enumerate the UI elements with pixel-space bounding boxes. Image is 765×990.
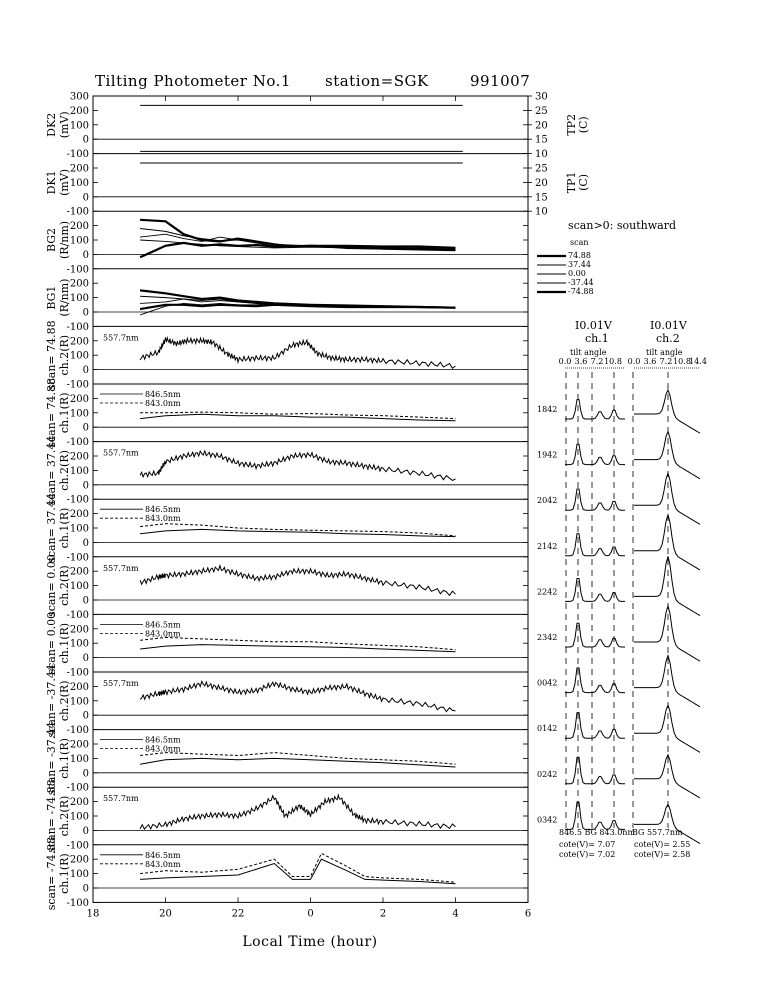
series-annotation: 843.0nm — [145, 859, 181, 869]
y-tick-label: 100 — [69, 811, 89, 823]
y-tick-label: 100 — [69, 638, 89, 650]
y-tick-label: 100 — [69, 120, 89, 132]
y-axis-label: ch.1(R) — [58, 853, 71, 894]
y-tick-label: -100 — [66, 552, 89, 564]
y-tick-label: 100 — [69, 869, 89, 881]
panel-10 — [45, 664, 528, 737]
ch1-tick-label: 3.6 — [574, 357, 588, 366]
ch1-tilt-label: tilt angle — [570, 348, 607, 357]
y-tick-label: 100 — [69, 235, 89, 247]
y-axis-label: (mV) — [58, 168, 71, 196]
legend-title: scan>0: southward — [568, 219, 676, 232]
y-axis-label: ch.2(R) — [58, 795, 71, 837]
series-line — [140, 758, 455, 767]
series-line — [140, 451, 455, 480]
y-axis-label: scan= 74.88 — [45, 377, 58, 448]
y-tick-label: 0 — [82, 480, 89, 492]
series-line — [140, 305, 455, 309]
ch1-sweep-trace — [565, 400, 625, 419]
y-tick-label: -100 — [66, 667, 89, 679]
y-axis-label: ch.1(R) — [58, 622, 71, 664]
y-tick-label: 0 — [82, 134, 89, 146]
panel-9 — [45, 609, 528, 679]
panel-8 — [45, 554, 528, 621]
tilt-sweep-panel — [537, 319, 707, 859]
station-label: station=SGK — [325, 72, 429, 90]
ch1-sweep-trace — [565, 623, 625, 647]
ch2-tilt-label: tilt angle — [646, 348, 683, 357]
y2-axis-label: (C) — [577, 173, 590, 191]
ch1-tick-label: 7.2 — [590, 357, 604, 366]
panel-2 — [45, 211, 528, 275]
ch1-label: ch.1 — [585, 332, 609, 345]
series-annotation: 846.5nm — [145, 505, 181, 515]
ch2-tick-label: 14.4 — [689, 357, 707, 366]
y-tick-label: 200 — [69, 336, 89, 348]
y-axis-label: DK1 — [45, 170, 58, 195]
y2-axis-label: TP1 — [565, 171, 578, 194]
x-tick-label: 0 — [307, 908, 314, 920]
y-axis-label: scan= 74.88 — [45, 320, 58, 391]
sweep-time-label: 0042 — [537, 678, 558, 688]
ch1-cote-1: cote(V)= 7.07 — [559, 840, 616, 849]
ch2-sweep-trace — [634, 606, 700, 661]
y-tick-label: 200 — [69, 566, 89, 578]
y-axis-label: scan= 0.00 — [45, 554, 58, 617]
y2-tick-label: 25 — [535, 163, 548, 175]
panel-11 — [45, 722, 528, 795]
y-axis-label: BG2 — [45, 227, 58, 253]
x-tick-label: 2 — [379, 908, 387, 920]
ch1-tick-label: 10.8 — [604, 357, 622, 366]
chart-title: Tilting Photometer No.1 — [95, 72, 291, 90]
y-tick-label: -100 — [66, 264, 89, 276]
ch2-tick-label: 7.2 — [659, 357, 673, 366]
series-annotation: 557.7nm — [103, 333, 139, 343]
y-tick-label: 100 — [69, 408, 89, 420]
panel-4 — [45, 320, 528, 390]
sweep-time-label: 0242 — [537, 769, 558, 779]
y-tick-label: -100 — [66, 321, 89, 333]
series-line — [140, 338, 455, 368]
series-line — [140, 645, 455, 652]
y-axis-label: ch.1(R) — [58, 738, 71, 779]
panel-7 — [45, 493, 528, 563]
y-tick-label: 200 — [69, 624, 89, 636]
secondary-axis — [528, 164, 590, 218]
y-tick-label: 0 — [82, 537, 89, 549]
ch1-bottom-label: 846.5 BG 843.0nm — [559, 828, 636, 837]
y-tick-label: -100 — [66, 897, 89, 909]
y-tick-label: -100 — [66, 494, 89, 506]
y-axis-label: (R/nm) — [58, 278, 71, 317]
y-tick-label: 200 — [69, 451, 89, 463]
y-axis-label: BG1 — [45, 285, 58, 310]
panel-12 — [45, 779, 528, 852]
x-tick-label: 4 — [452, 908, 459, 920]
panel-1 — [45, 154, 590, 218]
x-tick-label: 6 — [524, 908, 532, 920]
y2-tick-label: 30 — [535, 91, 548, 103]
series-annotation: 843.0nm — [145, 744, 181, 754]
sweep-time-label: 2142 — [537, 541, 558, 551]
series-line — [140, 795, 455, 829]
y-tick-label: -100 — [66, 437, 89, 449]
y2-axis-label: (C) — [577, 116, 590, 134]
y-tick-label: 0 — [82, 365, 89, 377]
series-annotation: 557.7nm — [103, 448, 139, 458]
ch1-sweep-trace — [565, 757, 625, 784]
ch1-tick-label: 0.0 — [558, 357, 572, 366]
y-axis-label: ch.1(R) — [58, 392, 71, 434]
x-tick-label: 18 — [86, 908, 100, 920]
sweep-time-label: 2042 — [537, 496, 558, 506]
ch2-tick-label: 10.8 — [673, 357, 691, 366]
ch1-sweep-trace — [565, 579, 625, 602]
ch1-sweep-trace — [565, 668, 625, 693]
y2-tick-label: 25 — [535, 105, 548, 117]
series-line — [140, 566, 455, 596]
y-axis-label: scan= -37.44 — [45, 664, 58, 738]
panel-6 — [45, 436, 528, 506]
y-tick-label: 0 — [82, 249, 89, 261]
y-tick-label: -100 — [66, 149, 89, 161]
sweep-time-label: 0342 — [537, 815, 558, 825]
legend-entry: 37.44 — [568, 260, 591, 269]
y-axis-label: (R/nm) — [58, 220, 71, 260]
header — [95, 72, 530, 90]
y-axis-label: scan= 37.44 — [45, 493, 58, 563]
y-tick-label: 200 — [69, 854, 89, 866]
y-axis-label: ch.1(R) — [58, 507, 71, 549]
series-line — [140, 637, 455, 649]
series-annotation: 557.7nm — [103, 794, 139, 804]
x-tick-label: 22 — [231, 908, 245, 920]
legend-scan-label: scan — [570, 238, 589, 247]
series-line — [140, 414, 455, 421]
y-tick-label: -100 — [66, 782, 89, 794]
y-tick-label: 100 — [69, 177, 89, 189]
x-axis-label: Local Time (hour) — [242, 934, 378, 950]
panel-5 — [45, 378, 528, 448]
legend — [537, 219, 676, 296]
y-tick-label: 100 — [69, 293, 89, 305]
y-tick-label: 200 — [69, 163, 89, 175]
y-tick-label: 0 — [82, 710, 89, 722]
ch2-sweep-trace — [634, 755, 700, 798]
ch2-sweep-trace — [634, 804, 700, 843]
series-annotation: 843.0nm — [145, 629, 181, 639]
legend-entry: 74.88 — [568, 251, 591, 260]
series-annotation: 843.0nm — [145, 399, 181, 408]
ch2-label: ch.2 — [656, 332, 680, 345]
y-tick-label: 0 — [82, 883, 89, 895]
ch1-sweep-trace — [565, 713, 625, 739]
y-tick-label: 200 — [69, 797, 89, 809]
y-tick-label: 200 — [69, 105, 89, 117]
series-annotation: 846.5nm — [145, 620, 181, 630]
y2-axis-label: TP2 — [565, 113, 578, 136]
ch2-sweep-trace — [634, 556, 700, 615]
y-tick-label: 100 — [69, 465, 89, 477]
sweep-time-label: 1942 — [537, 450, 558, 460]
series-line — [140, 753, 455, 765]
y-axis-label: ch.2(R) — [58, 334, 71, 376]
panel-3 — [45, 269, 528, 333]
series-line — [140, 681, 455, 711]
legend-entry: -37.44 — [568, 278, 594, 287]
y-tick-label: 0 — [82, 192, 89, 204]
ch2-scale: I0.01V — [650, 319, 687, 332]
ch1-cote-2: cote(V)= 7.02 — [559, 850, 616, 859]
y-tick-label: 100 — [69, 696, 89, 708]
y2-tick-label: 15 — [535, 134, 548, 146]
sweep-time-label: 2342 — [537, 633, 558, 642]
y-tick-label: -100 — [66, 725, 89, 737]
ch2-tick-label: 0.0 — [627, 357, 641, 366]
y-tick-label: 0 — [82, 595, 89, 607]
y-tick-label: 200 — [69, 221, 89, 233]
y-tick-label: 200 — [69, 278, 89, 290]
y-axis-label: scan= -74.88 — [45, 779, 58, 853]
series-annotation: 846.5nm — [145, 390, 181, 399]
ch2-cote-2: cote(V)= 2.58 — [634, 850, 691, 859]
ch2-sweep-trace — [634, 390, 700, 433]
panel-0 — [45, 92, 590, 161]
series-annotation: 843.0nm — [145, 514, 181, 524]
y-axis-label: (mV) — [58, 111, 71, 139]
y-tick-label: 100 — [69, 523, 89, 535]
sweep-time-label: 1842 — [537, 405, 558, 414]
ch1-sweep-trace — [565, 534, 625, 556]
ch1-scale: I0.01V — [575, 319, 612, 332]
y2-tick-label: 10 — [535, 206, 548, 218]
y-axis-label: DK2 — [45, 112, 58, 137]
legend-entry: 0.00 — [568, 269, 586, 278]
series-line — [140, 529, 455, 536]
ch2-bottom-label: BG 557.7nm — [632, 828, 683, 837]
y2-tick-label: 20 — [535, 177, 548, 189]
y-tick-label: 100 — [69, 581, 89, 593]
y-tick-label: -100 — [66, 609, 89, 621]
ch2-tick-label: 3.6 — [643, 357, 657, 366]
y2-tick-label: 10 — [535, 149, 548, 161]
y-tick-label: 200 — [69, 509, 89, 521]
legend-entry: -74.88 — [568, 287, 594, 296]
ch1-sweep-trace — [565, 489, 625, 510]
series-line — [140, 850, 455, 882]
y-axis-label: scan= -74.88 — [45, 836, 58, 911]
y-tick-label: 300 — [69, 91, 89, 103]
y-tick-label: 200 — [69, 739, 89, 751]
y-axis-label: ch.2(R) — [58, 565, 71, 606]
y-axis-label: scan= -37.44 — [45, 721, 58, 796]
y-tick-label: -100 — [66, 206, 89, 218]
date-label: 991007 — [470, 72, 531, 90]
y-tick-label: 100 — [69, 753, 89, 765]
series-annotation: 557.7nm — [103, 679, 139, 688]
ch2-sweep-trace — [634, 656, 700, 707]
y-tick-label: 0 — [82, 422, 89, 434]
y-tick-label: 0 — [82, 307, 89, 319]
y-axis-label: scan= 37.44 — [45, 435, 58, 506]
y2-tick-label: 20 — [535, 120, 548, 132]
sweep-time-label: 0142 — [537, 724, 558, 734]
series-line — [140, 412, 455, 419]
x-tick-label: 20 — [159, 908, 172, 920]
y-axis-label: ch.2(R) — [58, 450, 71, 491]
y-tick-label: 0 — [82, 825, 89, 837]
ch2-sweep-trace — [634, 432, 700, 479]
ch2-sweep-trace — [634, 705, 700, 752]
series-annotation: 846.5nm — [145, 735, 181, 745]
y-tick-label: 200 — [69, 393, 89, 405]
y-tick-label: -100 — [66, 379, 89, 391]
sweep-time-label: 2242 — [537, 587, 558, 597]
y-tick-label: 0 — [82, 768, 89, 780]
ch1-sweep-trace — [565, 802, 625, 829]
series-annotation: 846.5nm — [145, 850, 181, 860]
y-tick-label: 100 — [69, 350, 89, 362]
ch1-sweep-trace — [565, 444, 625, 464]
y2-tick-label: 15 — [535, 192, 548, 204]
series-annotation: 557.7nm — [103, 563, 139, 573]
y-tick-label: -100 — [66, 840, 89, 852]
y-tick-label: 0 — [82, 653, 89, 665]
y-axis-label: scan= 0.00 — [45, 611, 58, 675]
secondary-axis — [528, 92, 590, 161]
y-axis-label: ch.2(R) — [58, 680, 71, 722]
ch2-cote-1: cote(V)= 2.55 — [634, 840, 691, 849]
y-tick-label: 200 — [69, 681, 89, 693]
panel-stack — [45, 92, 590, 911]
